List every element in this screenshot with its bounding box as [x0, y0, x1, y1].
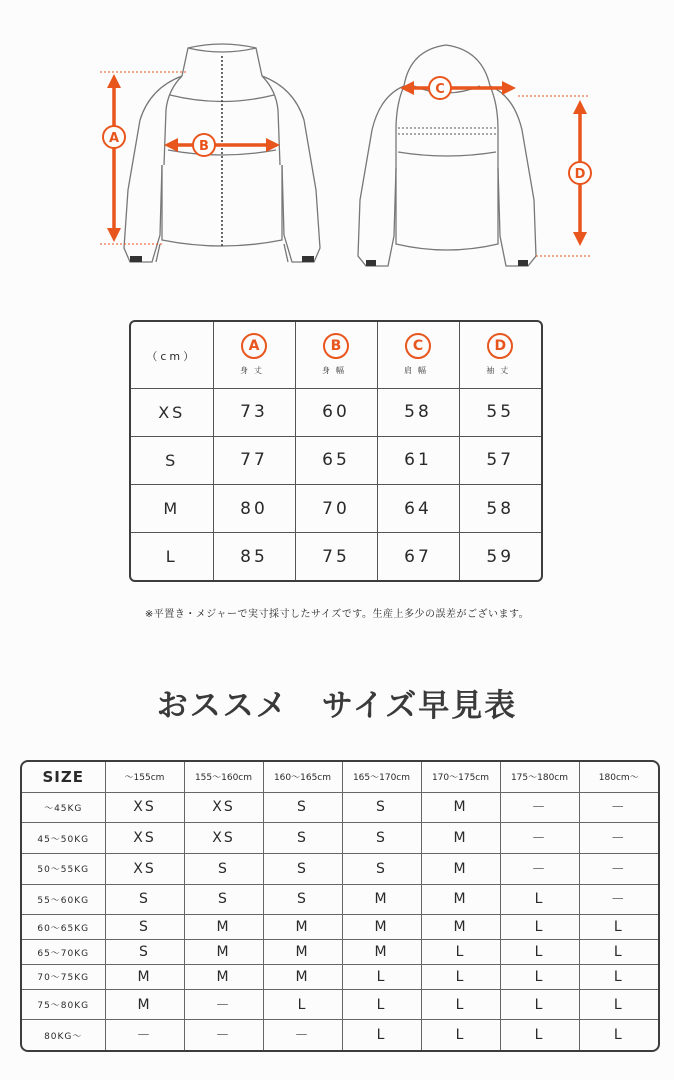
column-a-name: 身丈	[240, 366, 268, 376]
recommended-size-cell: －	[579, 823, 658, 854]
recommended-size-cell: －	[500, 853, 579, 884]
height-header-row	[22, 762, 658, 792]
recommended-size-cell: M	[421, 853, 500, 884]
recommended-size-cell: L	[421, 1020, 500, 1050]
measurement-cell: 64	[377, 485, 459, 533]
measurement-note: ※平置き・メジャーで実寸採寸したサイズです。生産上多少の誤差がございます。	[144, 609, 530, 620]
height-header: 180cm～	[579, 762, 658, 792]
recommended-size-cell: S	[105, 915, 184, 940]
size-label: XS	[131, 388, 213, 436]
measurement-cell: 57	[459, 436, 541, 484]
weight-row	[22, 964, 658, 989]
recommended-size-cell: L	[579, 915, 658, 940]
recommended-size-cell: XS	[105, 853, 184, 884]
recommended-size-cell: －	[579, 884, 658, 915]
label-a-text: A	[108, 131, 120, 146]
arrow-c	[400, 81, 516, 95]
measurement-cell: 58	[377, 388, 459, 436]
recommended-size-cell: －	[500, 823, 579, 854]
recommended-size-cell: S	[342, 853, 421, 884]
size-row-m	[131, 485, 541, 533]
recommended-size-cell: L	[421, 964, 500, 989]
recommended-size-cell: M	[342, 915, 421, 940]
measurement-cell: 58	[459, 485, 541, 533]
column-c-name: 肩幅	[404, 366, 432, 376]
weight-label: 50～55KG	[22, 853, 105, 884]
measurement-cell: 65	[295, 436, 377, 484]
recommended-size-cell: L	[421, 989, 500, 1020]
recommended-size-cell: L	[579, 940, 658, 965]
column-c-badge: C	[405, 333, 431, 359]
arrow-a	[107, 74, 121, 242]
weight-label: 60～65KG	[22, 915, 105, 940]
size-row-l	[131, 533, 541, 580]
label-a-marker	[103, 126, 125, 148]
column-d-badge: D	[487, 333, 513, 359]
recommended-size-cell: S	[105, 940, 184, 965]
recommended-size-cell: M	[342, 884, 421, 915]
measurement-cell: 73	[213, 388, 295, 436]
size-corner-label: SIZE	[22, 762, 105, 792]
measurement-cell: 67	[377, 533, 459, 580]
size-row-s	[131, 436, 541, 484]
recommended-size-cell: －	[105, 1020, 184, 1050]
recommended-size-cell: M	[184, 940, 263, 965]
recommended-size-cell: M	[421, 792, 500, 823]
recommended-size-cell: XS	[184, 823, 263, 854]
recommended-size-cell: －	[500, 792, 579, 823]
recommended-size-cell: M	[263, 915, 342, 940]
label-d-marker	[569, 162, 591, 184]
weight-label: 45～50KG	[22, 823, 105, 854]
recommended-size-cell: －	[184, 1020, 263, 1050]
recommended-size-cell: XS	[105, 823, 184, 854]
recommended-size-cell: L	[342, 964, 421, 989]
height-header: 155～160cm	[184, 762, 263, 792]
recommended-size-cell: L	[500, 884, 579, 915]
recommended-size-table	[20, 760, 660, 1052]
recommended-size-cell: L	[579, 964, 658, 989]
weight-row	[22, 884, 658, 915]
weight-row	[22, 915, 658, 940]
recommended-size-cell: L	[342, 989, 421, 1020]
height-header: 165～170cm	[342, 762, 421, 792]
recommended-size-cell: M	[184, 915, 263, 940]
weight-row	[22, 940, 658, 965]
weight-row	[22, 989, 658, 1020]
size-measurement-table	[129, 320, 543, 582]
weight-label: ～45KG	[22, 792, 105, 823]
size-label: S	[131, 436, 213, 484]
column-d-name: 袖丈	[486, 366, 515, 376]
recommended-size-cell: －	[184, 989, 263, 1020]
recommended-size-cell: L	[263, 989, 342, 1020]
recommended-size-cell: XS	[184, 792, 263, 823]
size-label: M	[131, 485, 213, 533]
size-row-xs	[131, 388, 541, 436]
recommended-size-cell: L	[500, 915, 579, 940]
unit-label-cell	[131, 322, 213, 388]
recommended-size-cell: M	[263, 964, 342, 989]
measurement-cell: 75	[295, 533, 377, 580]
recommended-size-cell: M	[342, 940, 421, 965]
measurement-cell: 80	[213, 485, 295, 533]
recommended-size-cell: L	[421, 940, 500, 965]
recommended-size-cell: M	[421, 915, 500, 940]
recommended-size-cell: L	[500, 964, 579, 989]
unit-label: （cm）	[146, 350, 198, 364]
recommended-size-cell: S	[263, 823, 342, 854]
recommended-size-cell: M	[105, 989, 184, 1020]
column-b-name: 身幅	[322, 366, 350, 376]
label-b-text: B	[199, 139, 209, 154]
weight-label: 80KG～	[22, 1020, 105, 1050]
height-header: 160～165cm	[263, 762, 342, 792]
recommended-size-cell: M	[184, 964, 263, 989]
column-b-badge: B	[323, 333, 349, 359]
weight-row	[22, 853, 658, 884]
height-header: 170～175cm	[421, 762, 500, 792]
weight-row	[22, 1020, 658, 1050]
weight-row	[22, 792, 658, 823]
weight-label: 70～75KG	[22, 964, 105, 989]
measurement-cell: 61	[377, 436, 459, 484]
recommended-size-cell: S	[263, 884, 342, 915]
recommended-size-cell: －	[579, 792, 658, 823]
column-header-c	[377, 322, 459, 388]
recommended-size-cell: S	[342, 792, 421, 823]
recommended-size-cell: M	[105, 964, 184, 989]
label-b-marker	[193, 134, 215, 156]
recommended-size-cell: L	[500, 940, 579, 965]
weight-label: 75～80KG	[22, 989, 105, 1020]
recommended-size-cell: L	[579, 1020, 658, 1050]
column-header-d	[459, 322, 541, 388]
label-c-marker	[429, 77, 451, 99]
recommended-size-cell: M	[421, 884, 500, 915]
recommended-size-cell: S	[263, 853, 342, 884]
recommended-size-cell: S	[342, 823, 421, 854]
recommended-size-cell: XS	[105, 792, 184, 823]
measurement-cell: 59	[459, 533, 541, 580]
back-jacket-drawing	[358, 45, 536, 266]
weight-label: 65～70KG	[22, 940, 105, 965]
measurement-cell: 77	[213, 436, 295, 484]
recommendation-title: おススメ サイズ早見表	[156, 688, 518, 724]
recommended-size-cell: －	[579, 853, 658, 884]
height-header: ～155cm	[105, 762, 184, 792]
recommended-size-cell: L	[579, 989, 658, 1020]
recommended-size-cell: S	[184, 884, 263, 915]
recommended-size-cell: M	[421, 823, 500, 854]
weight-row	[22, 823, 658, 854]
column-a-badge: A	[241, 333, 267, 359]
height-header: 175～180cm	[500, 762, 579, 792]
label-c-text: C	[435, 82, 445, 97]
measurement-cell: 60	[295, 388, 377, 436]
label-d-text: D	[574, 167, 586, 182]
recommended-size-cell: L	[500, 1020, 579, 1050]
recommended-size-cell: M	[263, 940, 342, 965]
weight-label: 55～60KG	[22, 884, 105, 915]
recommended-size-cell: S	[184, 853, 263, 884]
recommended-size-cell: L	[500, 989, 579, 1020]
size-label: L	[131, 533, 213, 580]
recommended-size-cell: L	[342, 1020, 421, 1050]
size-table-header-row	[131, 322, 541, 388]
front-jacket-drawing	[124, 44, 320, 262]
column-header-a	[213, 322, 295, 388]
recommended-size-cell: S	[263, 792, 342, 823]
jacket-measurement-diagram	[0, 0, 674, 290]
recommended-size-cell: S	[105, 884, 184, 915]
measurement-cell: 70	[295, 485, 377, 533]
column-header-b	[295, 322, 377, 388]
recommended-size-cell: －	[263, 1020, 342, 1050]
measurement-cell: 85	[213, 533, 295, 580]
measurement-cell: 55	[459, 388, 541, 436]
